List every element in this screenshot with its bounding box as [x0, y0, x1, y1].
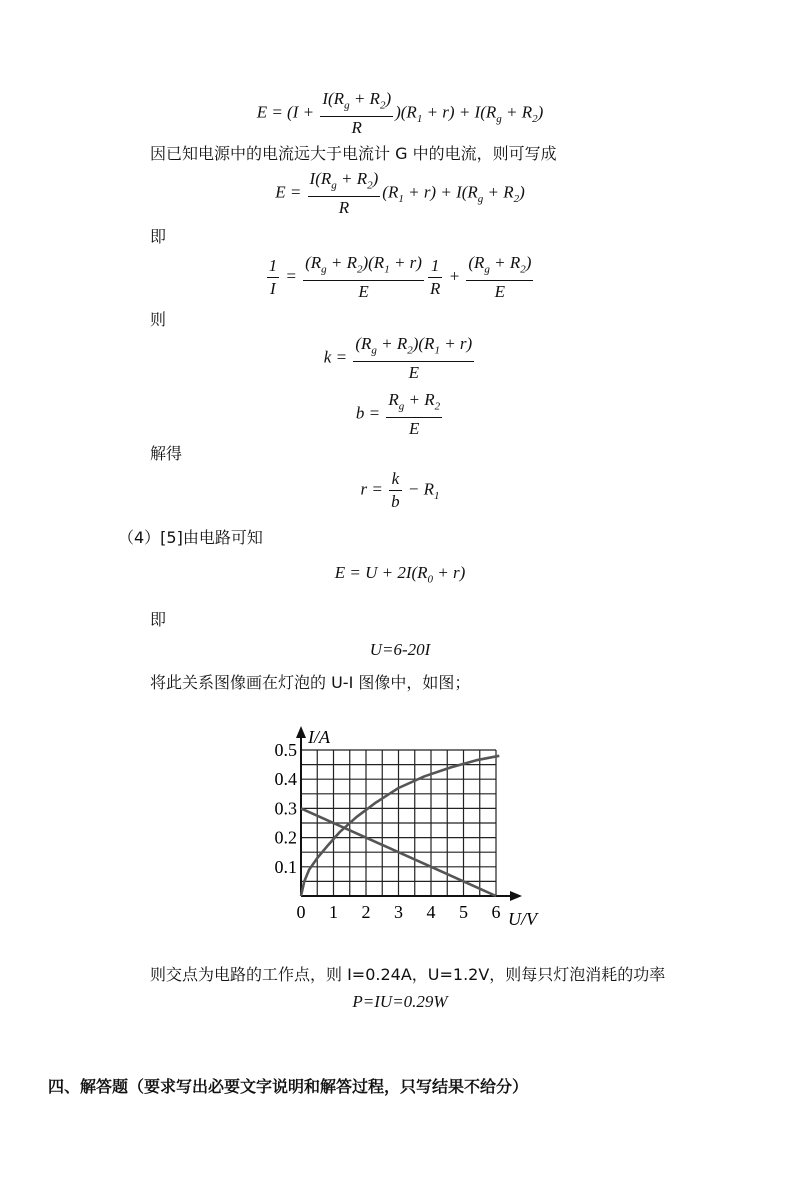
y-tick-label: 0.5	[274, 740, 297, 760]
text-line-6: 即	[150, 610, 167, 629]
x-axis-arrow	[510, 891, 522, 901]
equation-4: k = $\frac{(R_g + R_2)(R_1 + r)}{E}$	[323, 334, 473, 383]
text-line-1: 因已知电源中的电流远大于电流计 G 中的电流，则可写成	[150, 144, 557, 163]
equation-1: E = (I + $\frac{I(R_g + R_2)}{R}$ )$(R_1 + r) + I(R_g + R_2)$	[256, 89, 544, 138]
x-tick-label: 1	[329, 902, 338, 922]
chart-ticks	[275, 740, 501, 922]
equation-5: b = $\frac{R_g + R_2}{E}$	[355, 390, 441, 439]
ui-chart	[260, 720, 540, 935]
text-line-7: 将此关系图像画在灯泡的 U-I 图像中，如图；	[150, 673, 471, 692]
x-tick-label: 3	[394, 902, 403, 922]
x-tick-label: 2	[361, 902, 371, 922]
chart-axes	[296, 726, 522, 901]
x-tick-label: 5	[459, 902, 468, 922]
y-tick-label: 0.2	[274, 827, 297, 848]
equation-6: r = $\frac{k}{b}$ − $R_1$	[360, 469, 440, 511]
y-tick-label: 0.1	[274, 856, 297, 877]
equation-power: P=IU=0.29W	[352, 992, 448, 1011]
x-tick-label: 0	[296, 902, 306, 922]
chart-series	[301, 756, 499, 896]
equation-u-line: U=6-20I	[369, 640, 431, 659]
text-line-4: 解得	[150, 444, 183, 463]
x-axis-label: U/V	[508, 909, 537, 929]
text-line-5: （4）[5]由电路可知	[118, 528, 263, 547]
series-line-1	[301, 756, 499, 896]
chart-grid	[301, 750, 496, 896]
equation-7: $E = U + 2I(R_0 + r)$	[334, 563, 466, 586]
y-axis-label: I/A	[308, 727, 330, 747]
y-tick-label: 0.4	[274, 769, 297, 790]
text-line-2: 即	[150, 227, 167, 246]
equation-3: $\frac{1}{I}$ = $\frac{(R_g + R_2)(R_1 + r)}{E}$ $\frac{1}{R}$ + $\frac{(R_g + R_2)}{E}$	[268, 253, 532, 302]
y-axis-arrow	[296, 726, 306, 738]
text-line-3: 则	[150, 310, 167, 329]
section-heading: 四、解答题（要求写出必要文字说明和解答过程，只写结果不给分）	[48, 1077, 529, 1096]
equation-2: E = $\frac{I(R_g + R_2)}{R}$ $(R_1 + r) + I(R_g + R_2)$	[275, 169, 525, 218]
text-line-8: 则交点为电路的工作点，则 I=0.24A，U=1.2V，则每只灯泡消耗的功率	[150, 965, 666, 984]
x-tick-label: 4	[426, 902, 436, 922]
x-tick-label: 6	[491, 902, 501, 922]
y-tick-label: 0.3	[274, 798, 297, 819]
